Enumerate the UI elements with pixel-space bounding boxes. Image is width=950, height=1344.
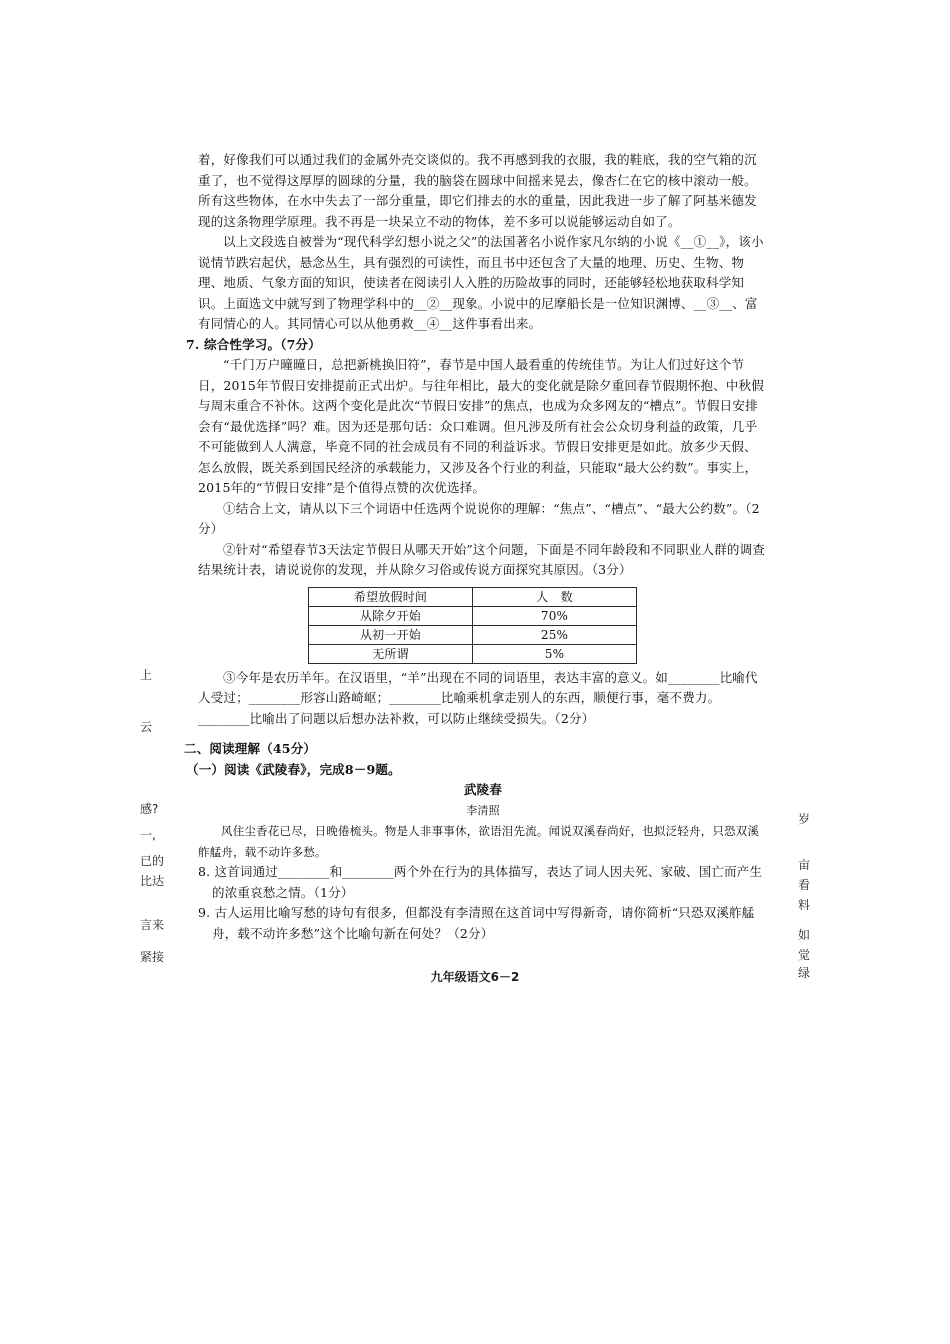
margin-fragment: 绿 [798,966,811,980]
table-row [309,606,637,625]
question-8: 8. 这首词通过________和________两个外在行为的具体描写，表达了词人因夫死、家破、国亡而产生的浓重哀愁之情。（1分） [198,864,763,900]
novel-question-paragraph: 以上文段选自被誉为“现代科学幻想小说之父”的法国著名小说作家凡尔纳的小说《__①__》，该小说情节跌宕起伏，悬念丛生，具有强烈的可读性，而且书中还包含了大量的地理、历史、生物、物理、地质、气象方面的知识，使读者在阅读引人入胜的历险故事的同时，还能够轻松地获取科学知识。上面选文中就写到了物理学科中的__②__现象。小说中的尼摩船长是一位知识渊博、__③__、富有同情心的人。其同情心可以从他勇救__④__这件事看出来。 [198,234,764,331]
section-2-subheading: （一）阅读《武陵春》，完成8－9题。 [186,761,401,777]
margin-fragment: 比达 [140,874,165,888]
table-cell: 从初一开始 [309,625,473,644]
page-content [184,150,768,944]
table-cell: 70% [473,606,637,625]
table-row [309,625,637,644]
margin-fragment: 一, [140,828,156,842]
poem-text: 风住尘香花已尽，日晚倦梳头。物是人非事事休，欲语泪先流。闻说双溪春尚好，也拟泛轻舟，只恐双溪舴艋舟，载不动许多愁。 [198,824,760,859]
margin-fragment: 岁 [798,812,811,826]
table-row [309,644,637,663]
question-7-heading: 7. 综合性学习。（7分） [186,336,321,352]
question-7-item-2: ②针对“希望春节3天法定节假日从哪天开始”这个问题，下面是不同年龄段和不同职业人群的调查结果统计表，请说说你的发现，并从除夕习俗或传说方面探究其原因。（3分） [198,541,766,577]
margin-fragment: 觉 [798,948,811,962]
margin-fragment: 云 [140,720,153,734]
margin-fragment: 如 [798,928,811,942]
table-cell: 25% [473,625,637,644]
margin-fragment: 看 [798,878,811,892]
table-cell: 无所谓 [309,644,473,663]
margin-fragment: 感? [140,802,159,816]
poem-title: 武陵春 [463,782,503,797]
table-cell: 从除夕开始 [309,606,473,625]
table-cell: 5% [473,644,637,663]
question-7-passage: “千门万户曈曈日，总把新桃换旧符”，春节是中国人最看重的传统佳节。为让人们过好这个节日，2015年节假日安排提前正式出炉。与往年相比，最大的变化就是除夕重回春节假期怀抱、中秋假与周末重合不补休。这两个变化是此次“节假日安排”的焦点，也成为众多网友的“槽点”。节假日安排会有“最优选择”吗？难。因为还是那句话：众口难调。但凡涉及所有社会公众切身利益的政策，几乎不可能做到人人满意，毕竟不同的社会成员有不同的利益诉求。节假日安排更是如此。放多少天假、怎么放假，既关系到国民经济的承载能力，又涉及各个行业的利益，只能取“最大公约数”。事实上，2015年的“节假日安排”是个值得点赞的次优选择。 [198,357,765,495]
passage-tail: 着，好像我们可以通过我们的金属外壳交谈似的。我不再感到我的衣服，我的鞋底，我的空气箱的沉重了，也不觉得这厚厚的圆球的分量，我的脑袋在圆球中间摇来晃去，像杏仁在它的核中滚动一般。所有这些物体，在水中失去了一部分重量，即它们排去的水的重量，因此我进一步了解了阿基米德发现的这条物理学原理。我不再是一块呆立不动的物体，差不多可以说能够运动自如了。 [198,152,757,229]
section-2-heading: 二、阅读理解（45分） [184,741,317,756]
question-9: 9. 古人运用比喻写愁的诗句有很多，但都没有李清照在这首词中写得新奇，请你简析“只恐双溪舴艋舟，载不动许多愁”这个比喻句新在何处？（2分） [198,905,755,941]
margin-fragment: 言来 [140,918,165,932]
margin-fragment: 上 [140,668,153,682]
survey-table-header-cell: 人 数 [473,587,637,606]
page-footer: 九年级语文6－2 [430,970,520,984]
poem-author: 李清照 [466,803,500,817]
question-7-item-1: ①结合上文，请从以下三个词语中任选两个说说你的理解：“焦点”、“槽点”、“最大公约数”。（2分） [198,500,760,536]
margin-fragment: 紧接 [140,950,165,964]
survey-table [308,587,637,664]
margin-fragment: 亩 [798,858,811,872]
margin-fragment: 已的 [140,854,165,868]
survey-table-header-row [309,587,637,606]
margin-fragment: 料 [798,898,811,912]
survey-table-header-cell: 希望放假时间 [309,587,473,606]
question-7-item-3: ③今年是农历羊年。在汉语里，“羊”出现在不同的词语里，表达丰富的意义。如________比喻代人受过；________形容山路崎岖；________比喻乘机拿走别人的东西，顺便行事，毫不费力。________比喻出了问题以后想办法补救，可以防止继续受损失。（2分） [198,669,758,726]
